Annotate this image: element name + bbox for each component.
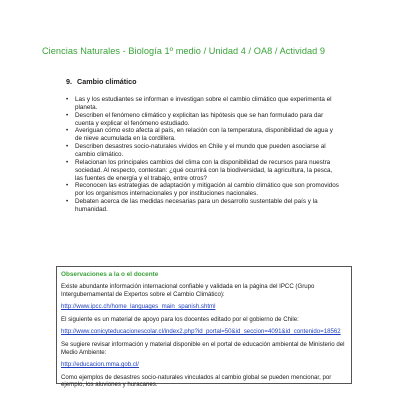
teacher-notes-title: Observaciones a la o el docente (61, 271, 159, 278)
mma-paragraph: Se sugiere revisar información y material disponible en el portal de educación ambiental de Ministerio del Medio Ambiente: (61, 340, 345, 356)
mma-link[interactable]: http://educacion.mma.gob.cl/ (61, 361, 139, 369)
conicyt-link[interactable]: http://www.conicyteducacionescolar.cl/index2.php?id_portal=50&id_seccion=4091&id_contenido=18562 (61, 328, 341, 336)
bullet-icon: • (66, 111, 69, 119)
page-header: Ciencias Naturales - Biología 1º medio / Unidad 4 / OA8 / Actividad 9 (42, 46, 326, 56)
bullet-icon: • (66, 127, 69, 135)
list-item: • Relacionan los principales cambios del clima con la disponibilidad de recursos para nuestra sociedad. Al respecto, contestan: ¿qué ocurrirá con la biodiversidad, la agricultura, la pesca, las fuentes de energía y el trabajo, entre otros? (66, 158, 333, 182)
list-item: • Describen desastres socio-naturales vividos en Chile y el mundo que pueden asociarse al cambio climático. (66, 143, 326, 158)
activity-bullet-list (66, 96, 341, 214)
ipcc-paragraph: Existe abundante información internacional confiable y validada en la página del IPCC (Grupo Intergubernamental de Expertos sobre el Cambio Climático): (61, 283, 315, 298)
government-material-paragraph: El siguiente es un material de apoyo para los docentes editado por el gobierno de Chile: (61, 315, 299, 323)
section-title: Cambio climático (77, 77, 137, 86)
list-item: • Reconocen las estrategias de adaptación y mitigación al cambio climático que son promovidos por los organismos internacionales y por instituciones nacionales. (66, 182, 339, 198)
section-number: 9. (66, 77, 72, 86)
list-item: • Las y los estudiantes se informan e investigan sobre el cambio climático que experimenta el planeta. (66, 96, 332, 111)
disasters-paragraph: Como ejemplos de desastres socio-naturales vinculados al cambio global se pueden mencionar, por ejemplo, los aluviones y huracanes. (61, 373, 332, 389)
list-item: • Debaten acerca de las medidas necesarias para un desarrollo sustentable del país y la humanidad. (66, 198, 318, 213)
list-item: • Describen el fenómeno climático y explicitan las hipótesis que se han formulado para dar cuenta y explicar el fenómeno estudiado. (66, 111, 324, 127)
bullet-icon: • (66, 143, 69, 151)
teacher-notes-box (56, 266, 352, 389)
ipcc-link[interactable]: http://www.ipcc.ch/home_languages_main_spanish.shtml (61, 303, 216, 311)
bullet-icon: • (66, 158, 69, 166)
bullet-icon: • (66, 96, 69, 103)
section-heading (66, 77, 137, 86)
bullet-icon: • (66, 198, 69, 206)
list-item: • Averiguan cómo esto afecta al país, en relación con la temperatura, disponibilidad de agua y de nieve acumulada en la cordillera. (66, 127, 333, 143)
bullet-icon: • (66, 182, 69, 190)
